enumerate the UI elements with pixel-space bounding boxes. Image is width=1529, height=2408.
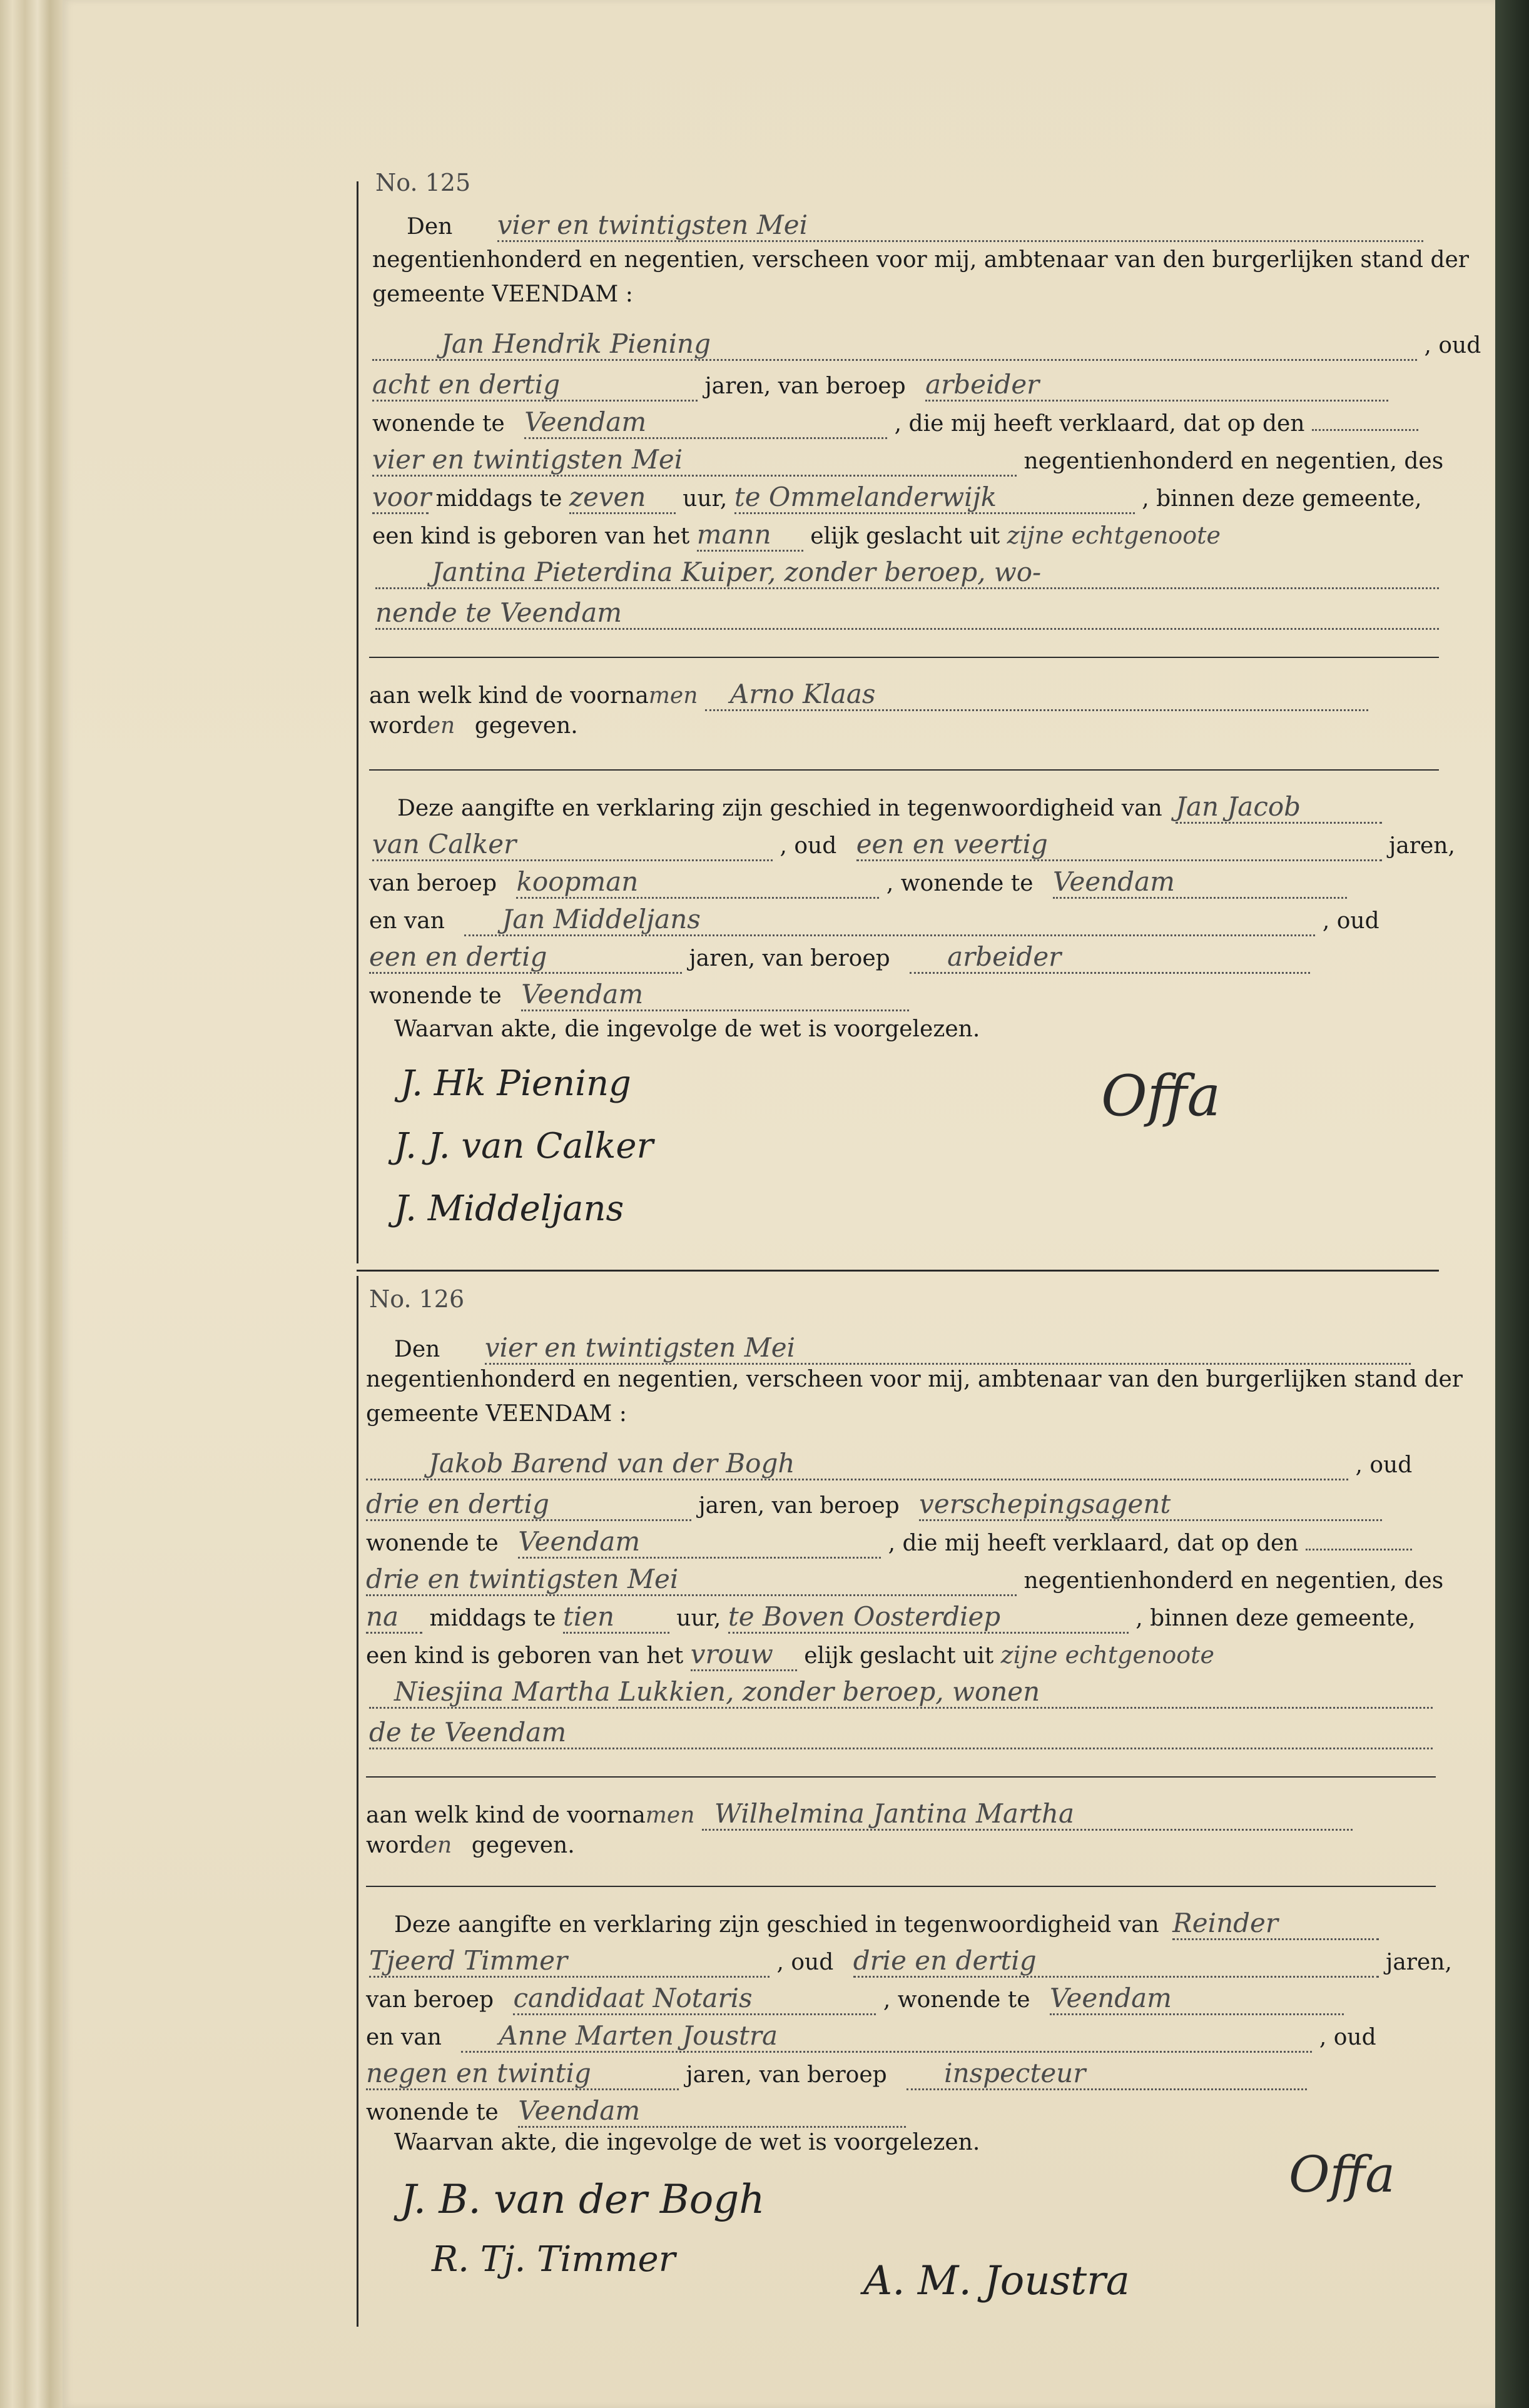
witness2-field-2: Anne Marten Joustra [461,2020,1312,2053]
act-number: No. 126 [369,1285,465,1313]
mother-cont-field: nende te Veendam [375,597,1439,630]
intro-line-2: negentienhonderd en negentien, verscheen voor mij, ambtenaar van den burgerlijken stand der [366,1367,1463,1392]
age-field: acht en dertig [372,369,698,402]
intro-line: negentienhonderd en negentien, verscheen voor mij, ambtenaar van den burgerlijken stand der [372,247,1470,273]
witness2-age-field: een en dertig [369,941,682,974]
act-number: No. 125 [375,169,471,196]
witness1-occ-field-2: candidaat Notaris [513,1983,876,2015]
date-field-2: vier en twintigsten Mei [485,1332,1411,1365]
uur-label: uur, [683,486,728,512]
birthdate-field-2: drie en twintigsten Mei [366,1564,1017,1596]
witness1-res-field: Veendam [1053,866,1347,899]
witness2-occ-field: arbeider [910,941,1310,974]
mother-field-2: Niesjina Martha Lukkien, zonder beroep, wonen [369,1676,1433,1709]
residence-field: Veendam [524,407,887,439]
witness1-age-field: een en veertig [856,829,1382,861]
kind-label: een kind is geboren van het [372,524,690,549]
elijk-label: elijk geslacht uit [810,524,1000,549]
gemeente-line: gemeente VEENDAM : [372,281,633,307]
birthdate-field: vier en twintigsten Mei [372,444,1017,477]
witness2-res-field-2: Veendam [518,2095,906,2128]
voornamen-label: aan welk kind de voorna [369,683,649,709]
waarvan-line: Waarvan akte, die ingevolge de wet is voorgelezen. [394,1016,980,1042]
signature-declarant-2: J. B. van der Bogh [400,2177,765,2223]
witness1-occ-field: koopman [516,866,879,899]
date-field: vier en twintigsten Mei [497,210,1423,242]
act-separator [357,1270,1439,1272]
den-label: Den [407,214,453,240]
jaren-beroep-label: jaren, van beroep [704,373,906,399]
middags-label: middags te [435,486,562,512]
witness1-a-field: Jan Jacob [1176,791,1382,824]
signature-witness2-2: A. M. Joustra [863,2258,1130,2304]
declarant-field: Jan Hendrik Piening [372,328,1417,361]
official-mark-2: Offa [1289,2145,1395,2203]
occupation-field: arbeider [925,369,1388,402]
official-mark-1: Offa [1101,1063,1221,1129]
mother-cont-field-2: de te Veendam [369,1717,1433,1749]
witness1-b-field: van Calker [372,829,773,861]
witness2-occ-field-2: inspecteur [907,2058,1307,2090]
hour-field: zeven [569,482,676,514]
witness1-age-field-2: drie en dertig [853,1945,1379,1978]
ampm-field: voor [372,482,429,514]
witness1-a-field-2: Reinder [1172,1908,1379,1940]
negentien-label: negentienhonderd en negentien, des [1024,448,1444,474]
signature-witness1: J. J. van Calker [394,1126,654,1166]
binnen-label: , binnen deze gemeente, [1142,486,1422,512]
margin-rule-top [357,181,358,1263]
verklaard-label: , die mij heeft verklaard, dat op den [894,411,1305,437]
mother-field: Jantina Pieterdina Kuiper, zonder beroep, wo- [375,557,1439,589]
witness2-res-field: Veendam [521,979,909,1011]
sex-field: mann [697,519,803,552]
ampm-field-2: na [366,1601,422,1634]
spouse-intro: zijne echtgenoote [1007,522,1221,549]
witness1-b-field-2: Tjeerd Timmer [369,1945,770,1978]
age-field-2: drie en dertig [366,1489,691,1521]
place-field: te Ommelanderwijk [734,482,1135,514]
signature-witness1-2: R. Tj. Timmer [432,2239,676,2280]
waarvan-line-2: Waarvan akte, die ingevolge de wet is voorgelezen. [394,2130,980,2155]
child-names-field: Arno Klaas [705,679,1368,711]
oud-label: , oud [1424,333,1481,358]
book-page-edges [0,0,63,2408]
aangifte-label: Deze aangifte en verklaring zijn geschied in tegenwoordigheid van [397,796,1162,821]
child-names-field-2: Wilhelmina Jantina Martha [702,1798,1353,1831]
witness2-age-field-2: negen en twintig [366,2058,679,2090]
sex-field-2: vrouw [691,1639,797,1671]
gemeente-line-2: gemeente VEENDAM : [366,1401,627,1427]
wonende-label: wonende te [372,411,505,437]
hour-field-2: tien [563,1601,669,1634]
witness1-res-field-2: Veendam [1050,1983,1344,2015]
residence-field-2: Veendam [518,1526,881,1559]
book-cover-edge [1495,0,1529,2408]
signature-witness2: J. Middeljans [394,1188,624,1229]
witness2-field: Jan Middeljans [464,904,1315,936]
signature-declarant: J. Hk Piening [400,1063,631,1104]
place-field-2: te Boven Oosterdiep [728,1601,1129,1634]
margin-rule-bottom [357,1276,358,2327]
occupation-field-2: verschepingsagent [919,1489,1382,1521]
declarant-field-2: Jakob Barend van der Bogh [366,1448,1348,1480]
